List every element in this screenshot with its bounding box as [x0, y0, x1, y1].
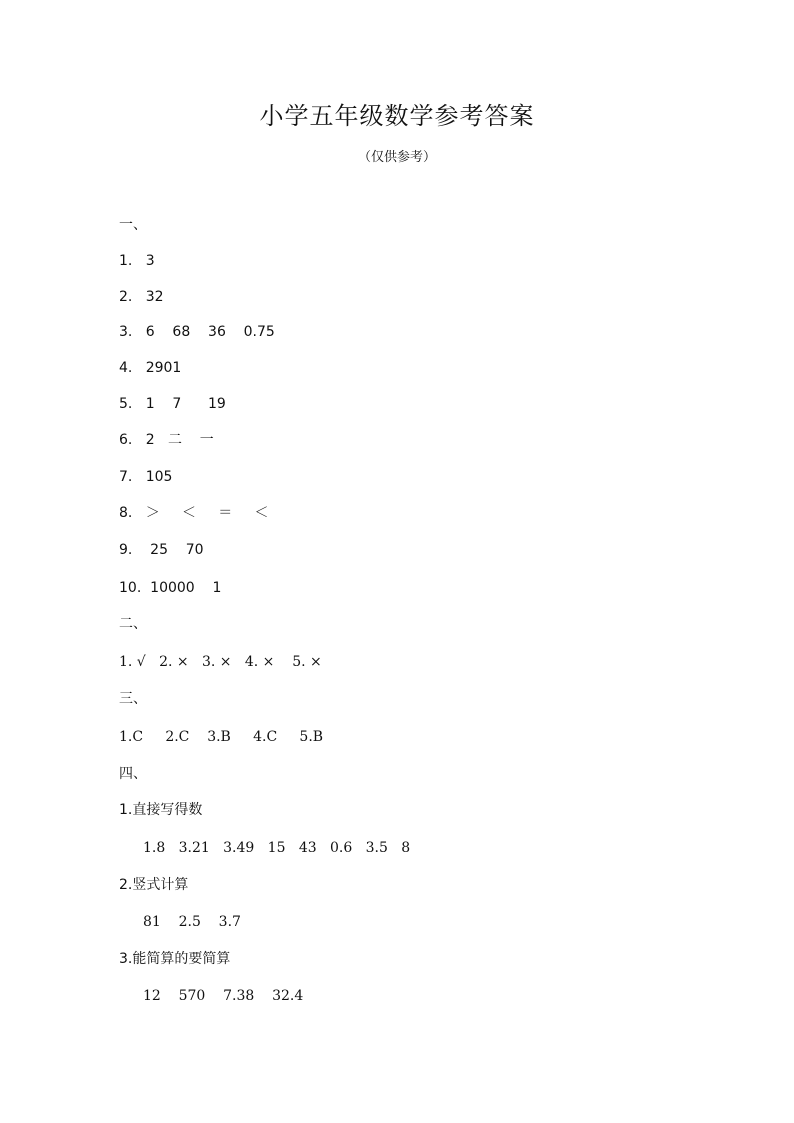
section1-item-2: 2. 32 [119, 289, 164, 305]
section4-part3-title: 3.能简算的要简算 [119, 951, 231, 967]
section1-item-6: 6. 2 二 一 [119, 432, 214, 448]
section2-answers: 1. √ 2. × 3. × 4. × 5. × [119, 654, 322, 670]
section1-item-7: 7. 105 [119, 469, 173, 485]
section1-item-9: 9. 25 70 [119, 542, 204, 558]
section4-part2-answers: 81 2.5 3.7 [143, 914, 241, 930]
section1-item-10: 10. 10000 1 [119, 580, 222, 596]
section1-heading: 一、 [119, 217, 147, 233]
section4-part1-answers: 1.8 3.21 3.49 15 43 0.6 3.5 8 [143, 840, 411, 856]
section1-item-8: 8. ＞ ＜ ＝ ＜ [119, 505, 269, 521]
section4-part3-answers: 12 570 7.38 32.4 [143, 988, 304, 1004]
section4-part1-title: 1.直接写得数 [119, 802, 203, 818]
section4-part2-title: 2.竖式计算 [119, 877, 189, 893]
section1-item-3: 3. 6 68 36 0.75 [119, 324, 275, 340]
section3-answers: 1.C 2.C 3.B 4.C 5.B [119, 729, 324, 745]
section1-item-4: 4. 2901 [119, 360, 182, 376]
document-title: 小学五年级数学参考答案 [259, 102, 535, 130]
section4-heading: 四、 [119, 766, 147, 782]
document-subtitle: （仅供参考） [357, 150, 436, 165]
section2-heading: 二、 [119, 616, 147, 632]
section1-item-5: 5. 1 7 19 [119, 396, 226, 412]
section1-item-1: 1. 3 [119, 253, 155, 269]
section3-heading: 三、 [119, 691, 147, 707]
